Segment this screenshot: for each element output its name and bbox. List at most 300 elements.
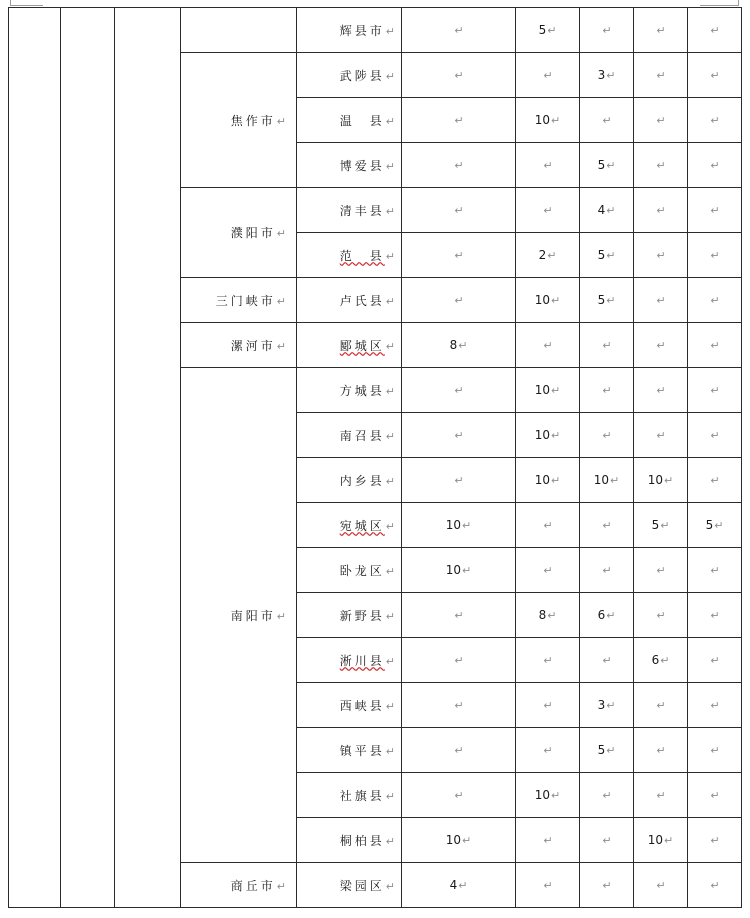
score-cell [580,188,634,233]
county-name: 西峡县 [339,698,385,713]
score-cell [580,683,634,728]
county-cell [297,188,402,233]
score-value: 10 [445,563,462,577]
return-mark: ↵ [454,294,464,307]
county-name: 内乡县 [339,473,385,488]
return-mark: ↵ [276,294,286,308]
return-mark: ↵ [710,609,720,622]
score-cell [688,53,742,98]
score-cell [402,233,516,278]
return-mark: ↵ [454,699,464,712]
return-mark: ↵ [602,339,612,352]
city-cell [181,278,297,323]
return-mark: ↵ [547,249,557,262]
score-value: 10 [534,473,551,487]
return-mark: ↵ [656,429,666,442]
score-cell [634,98,688,143]
county-cell [297,728,402,773]
return-mark: ↵ [547,24,557,37]
return-mark: ↵ [454,789,464,802]
city-name: 焦作市 [230,113,276,128]
score-value: 6 [597,608,606,622]
county-name: 卢氏县 [339,293,385,308]
return-mark: ↵ [710,114,720,127]
return-mark: ↵ [385,789,395,803]
return-mark: ↵ [454,609,464,622]
return-mark: ↵ [385,654,395,668]
table-row [9,8,742,53]
return-mark: ↵ [656,609,666,622]
score-value: 10 [534,788,551,802]
return-mark: ↵ [656,339,666,352]
county-name: 镇平县 [339,743,385,758]
return-mark: ↵ [710,249,720,262]
return-mark: ↵ [551,429,561,442]
score-cell [634,503,688,548]
score-cell [634,233,688,278]
return-mark: ↵ [385,159,395,173]
score-cell [634,368,688,413]
return-mark: ↵ [276,609,286,623]
left-column-3 [115,8,181,908]
return-mark: ↵ [656,24,666,37]
return-mark: ↵ [385,609,395,623]
score-cell [580,413,634,458]
score-cell [634,818,688,863]
score-cell [688,413,742,458]
county-name: 淅川县 [339,653,385,668]
score-cell [634,8,688,53]
score-cell [580,143,634,188]
page-corner-mark-left [10,0,43,6]
return-mark: ↵ [606,294,616,307]
return-mark: ↵ [385,69,395,83]
return-mark: ↵ [454,159,464,172]
county-cell [297,593,402,638]
city-name: 商丘市 [230,878,276,893]
score-cell [634,548,688,593]
return-mark: ↵ [660,519,670,532]
score-cell [634,188,688,233]
score-cell [688,458,742,503]
score-value: 10 [647,473,664,487]
county-name: 温 县 [339,113,385,128]
score-value: 10 [534,113,551,127]
county-name: 梁园区 [339,878,385,893]
return-mark: ↵ [551,294,561,307]
city-cell [181,863,297,908]
score-cell [402,683,516,728]
score-cell [580,818,634,863]
return-mark: ↵ [656,249,666,262]
return-mark: ↵ [385,564,395,578]
county-cell [297,548,402,593]
score-cell [402,458,516,503]
city-name: 漯河市 [230,338,276,353]
return-mark: ↵ [656,564,666,577]
county-name: 卧龙区 [339,563,385,578]
score-cell [580,773,634,818]
return-mark: ↵ [454,114,464,127]
return-mark: ↵ [710,384,720,397]
return-mark: ↵ [710,294,720,307]
return-mark: ↵ [710,429,720,442]
return-mark: ↵ [551,474,561,487]
score-cell [402,8,516,53]
return-mark: ↵ [606,204,616,217]
return-mark: ↵ [606,249,616,262]
return-mark: ↵ [458,339,468,352]
score-value: 5 [597,248,606,262]
county-cell [297,638,402,683]
score-cell [402,143,516,188]
return-mark: ↵ [385,339,395,353]
county-name: 清丰县 [339,203,385,218]
return-mark: ↵ [458,879,468,892]
return-mark: ↵ [547,609,557,622]
return-mark: ↵ [710,159,720,172]
score-cell [634,593,688,638]
return-mark: ↵ [543,654,553,667]
score-cell [580,503,634,548]
score-cell [634,638,688,683]
score-cell [402,278,516,323]
score-value: 5 [705,518,714,532]
score-value: 4 [597,203,606,217]
score-cell [580,593,634,638]
return-mark: ↵ [602,834,612,847]
return-mark: ↵ [276,879,286,893]
score-cell [516,8,580,53]
county-name: 新野县 [339,608,385,623]
score-value: 8 [538,608,547,622]
return-mark: ↵ [385,24,395,38]
city-cell [181,53,297,188]
score-cell [402,413,516,458]
score-cell [516,818,580,863]
county-name: 社旗县 [339,788,385,803]
score-cell [688,323,742,368]
return-mark: ↵ [462,564,472,577]
return-mark: ↵ [710,744,720,757]
return-mark: ↵ [385,249,395,263]
score-cell [688,368,742,413]
score-cell [516,413,580,458]
score-cell [580,98,634,143]
score-cell [402,728,516,773]
score-value: 10 [534,383,551,397]
score-cell [688,638,742,683]
score-value: 5 [538,23,547,37]
return-mark: ↵ [551,114,561,127]
score-cell [516,638,580,683]
score-cell [402,368,516,413]
score-cell [580,548,634,593]
score-cell [402,638,516,683]
return-mark: ↵ [710,654,720,667]
score-value: 10 [445,518,462,532]
return-mark: ↵ [543,834,553,847]
return-mark: ↵ [454,204,464,217]
score-value: 5 [651,518,660,532]
city-cell [181,8,297,53]
return-mark: ↵ [710,789,720,802]
return-mark: ↵ [656,159,666,172]
score-cell [688,8,742,53]
county-cell [297,53,402,98]
score-cell [516,503,580,548]
return-mark: ↵ [606,159,616,172]
return-mark: ↵ [454,654,464,667]
county-cell [297,323,402,368]
table-body [9,8,742,908]
city-cell [181,323,297,368]
score-cell [516,53,580,98]
score-cell [516,773,580,818]
county-name: 桐柏县 [339,833,385,848]
return-mark: ↵ [656,699,666,712]
page-corner-mark-right [700,0,739,6]
return-mark: ↵ [276,227,286,240]
score-cell [580,368,634,413]
score-cell [516,278,580,323]
score-value: 3 [597,698,606,712]
return-mark: ↵ [656,114,666,127]
county-cell [297,368,402,413]
score-cell [402,863,516,908]
return-mark: ↵ [656,69,666,82]
score-cell [634,278,688,323]
return-mark: ↵ [543,564,553,577]
score-cell [634,143,688,188]
score-cell [580,53,634,98]
score-cell [516,548,580,593]
county-cell [297,503,402,548]
county-name: 南召县 [339,428,385,443]
score-value: 5 [597,158,606,172]
return-mark: ↵ [710,339,720,352]
return-mark: ↵ [385,474,395,488]
return-mark: ↵ [543,339,553,352]
city-name: 濮阳市 [230,226,276,240]
county-name: 武陟县 [339,68,385,83]
return-mark: ↵ [462,834,472,847]
score-cell [516,368,580,413]
return-mark: ↵ [454,24,464,37]
score-cell [688,683,742,728]
return-mark: ↵ [664,834,674,847]
score-cell [634,773,688,818]
county-score-table [8,7,742,908]
return-mark: ↵ [664,474,674,487]
return-mark: ↵ [454,429,464,442]
score-cell [402,773,516,818]
score-cell [516,233,580,278]
return-mark: ↵ [543,159,553,172]
return-mark: ↵ [656,294,666,307]
return-mark: ↵ [543,69,553,82]
return-mark: ↵ [454,69,464,82]
score-cell [688,233,742,278]
return-mark: ↵ [276,339,286,353]
return-mark: ↵ [602,564,612,577]
return-mark: ↵ [385,384,395,398]
return-mark: ↵ [602,114,612,127]
score-cell [634,683,688,728]
return-mark: ↵ [385,294,395,308]
return-mark: ↵ [714,519,724,532]
score-cell [402,593,516,638]
score-cell [580,638,634,683]
return-mark: ↵ [606,699,616,712]
score-cell [516,323,580,368]
score-cell [516,863,580,908]
return-mark: ↵ [710,699,720,712]
return-mark: ↵ [656,879,666,892]
score-cell [634,53,688,98]
county-name: 方城县 [339,383,385,398]
county-cell [297,98,402,143]
return-mark: ↵ [610,474,620,487]
score-value: 3 [597,68,606,82]
score-cell [580,8,634,53]
return-mark: ↵ [602,789,612,802]
return-mark: ↵ [385,114,395,128]
return-mark: ↵ [543,744,553,757]
score-cell [580,323,634,368]
return-mark: ↵ [543,879,553,892]
return-mark: ↵ [606,609,616,622]
score-cell [688,188,742,233]
return-mark: ↵ [385,519,395,533]
return-mark: ↵ [385,204,395,218]
score-cell [634,323,688,368]
return-mark: ↵ [602,654,612,667]
score-cell [688,143,742,188]
county-name: 郾城区 [339,338,385,353]
return-mark: ↵ [276,114,286,128]
score-cell [688,98,742,143]
score-cell [634,728,688,773]
county-cell [297,863,402,908]
score-value: 10 [593,473,610,487]
score-cell [516,728,580,773]
return-mark: ↵ [656,384,666,397]
return-mark: ↵ [710,69,720,82]
score-cell [516,98,580,143]
county-cell [297,8,402,53]
return-mark: ↵ [454,249,464,262]
return-mark: ↵ [602,429,612,442]
score-cell [688,863,742,908]
left-column-1 [9,8,61,908]
score-cell [688,773,742,818]
return-mark: ↵ [551,384,561,397]
score-value: 5 [597,293,606,307]
score-value: 10 [534,293,551,307]
return-mark: ↵ [602,519,612,532]
county-cell [297,458,402,503]
score-cell [580,233,634,278]
score-cell [580,278,634,323]
city-cell [181,188,297,278]
score-cell [688,278,742,323]
score-cell [688,818,742,863]
return-mark: ↵ [710,24,720,37]
city-name: 南阳市 [230,608,276,623]
return-mark: ↵ [710,474,720,487]
return-mark: ↵ [660,654,670,667]
score-cell [402,503,516,548]
return-mark: ↵ [602,384,612,397]
score-cell [402,188,516,233]
score-cell [516,458,580,503]
county-name: 范 县 [339,248,385,263]
county-name: 辉县市 [339,23,385,38]
return-mark: ↵ [656,744,666,757]
score-cell [516,683,580,728]
score-value: 6 [651,653,660,667]
score-cell [688,593,742,638]
city-name: 三门峡市 [215,293,276,308]
county-cell [297,413,402,458]
score-cell [402,98,516,143]
return-mark: ↵ [454,744,464,757]
return-mark: ↵ [606,69,616,82]
return-mark: ↵ [656,789,666,802]
score-cell [688,503,742,548]
return-mark: ↵ [602,24,612,37]
return-mark: ↵ [462,519,472,532]
return-mark: ↵ [710,834,720,847]
county-name: 博爱县 [339,158,385,173]
county-cell [297,143,402,188]
left-column-2 [61,8,115,908]
return-mark: ↵ [454,474,464,487]
return-mark: ↵ [551,789,561,802]
score-cell [580,728,634,773]
return-mark: ↵ [602,879,612,892]
score-cell [688,728,742,773]
return-mark: ↵ [385,834,395,848]
score-cell [634,863,688,908]
score-cell [516,593,580,638]
score-cell [688,548,742,593]
county-cell [297,818,402,863]
score-cell [402,548,516,593]
score-cell [402,818,516,863]
county-cell [297,683,402,728]
score-value: 8 [449,338,458,352]
score-value: 10 [445,833,462,847]
return-mark: ↵ [543,699,553,712]
score-value: 4 [449,878,458,892]
return-mark: ↵ [454,384,464,397]
county-cell [297,278,402,323]
return-mark: ↵ [385,699,395,713]
return-mark: ↵ [710,204,720,217]
return-mark: ↵ [606,744,616,757]
score-value: 10 [647,833,664,847]
score-value: 10 [534,428,551,442]
score-cell [516,143,580,188]
score-cell [634,413,688,458]
return-mark: ↵ [710,564,720,577]
score-cell [402,53,516,98]
score-value: 2 [538,248,547,262]
score-cell [580,863,634,908]
score-cell [634,458,688,503]
